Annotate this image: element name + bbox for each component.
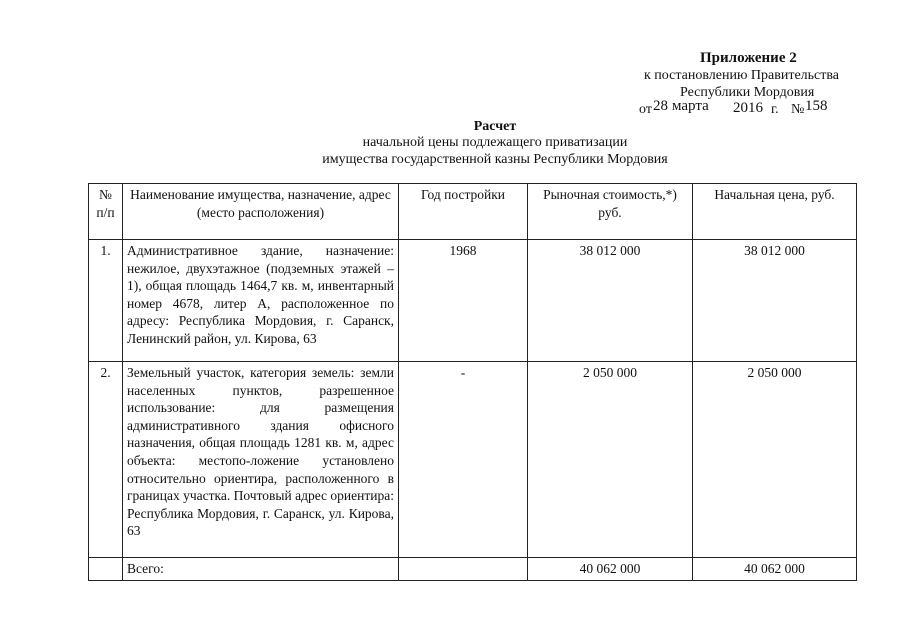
number-prefix: № <box>791 102 805 117</box>
row-1-name: Административное здание, назначение: нежилое, двухэтажное (подземных этажей – 1), общая площадь 1464,7 кв. м, инвентарный номер 4678, литер А, расположенное по адресу: Республика Мордовия, г. Саранск, Ленинский район, ул. Кирова, 63 <box>123 240 399 362</box>
table-row <box>89 240 857 362</box>
date-prefix: от <box>639 102 652 117</box>
date-day: 28 <box>653 98 668 114</box>
header-name: Наименование имущества, назначение, адрес (место расположения) <box>123 184 399 240</box>
total-initial-price: 40 062 000 <box>693 558 857 581</box>
row-1-num: 1. <box>89 240 123 362</box>
header-num: № п/п <box>89 184 123 240</box>
total-num <box>89 558 123 581</box>
header-year: Год постройки <box>399 184 528 240</box>
row-2-initial-price: 2 050 000 <box>693 362 857 558</box>
header-line-1: к постановлению Правительства <box>644 68 840 83</box>
header-market-value: Рыночная стоимость,*) руб. <box>528 184 693 240</box>
date-year: 2016 <box>733 100 763 116</box>
table-total-row <box>89 558 857 581</box>
document-subtitle-2: имущества государственной казны Республики Мордовия <box>322 152 668 167</box>
row-1-year: 1968 <box>399 240 528 362</box>
header-line-2: Республики Мордовия <box>680 85 815 100</box>
document-subtitle-1: начальной цены подлежащего приватизации <box>362 135 628 150</box>
document-title: Расчет <box>473 119 517 134</box>
document-number: 158 <box>805 98 828 114</box>
row-2-name: Земельный участок, категория земель: земли населенных пунктов, разрешенное использование: для размещения административного здания офисного назначения, общая площадь 1281 кв. м, адрес объекта: местопо-ложение установлено относительно ориентира, расположенного в границах участка. Почтовый адрес ориентира: Республика Мордовия, г. Саранск, ул. Кирова, 63 <box>123 362 399 558</box>
row-1-market-value: 38 012 000 <box>528 240 693 362</box>
appendix-title: Приложение 2 <box>700 50 797 66</box>
table-row <box>89 362 857 558</box>
total-market-value: 40 062 000 <box>528 558 693 581</box>
row-1-initial-price: 38 012 000 <box>693 240 857 362</box>
total-year <box>399 558 528 581</box>
date-year-suffix: г. <box>771 102 779 117</box>
table-header-row <box>89 184 857 240</box>
total-label: Всего: <box>123 558 399 581</box>
date-month: марта <box>672 98 709 114</box>
header-initial-price: Начальная цена, руб. <box>693 184 857 240</box>
row-2-market-value: 2 050 000 <box>528 362 693 558</box>
row-2-num: 2. <box>89 362 123 558</box>
row-2-year: - <box>399 362 528 558</box>
valuation-table <box>88 183 857 581</box>
